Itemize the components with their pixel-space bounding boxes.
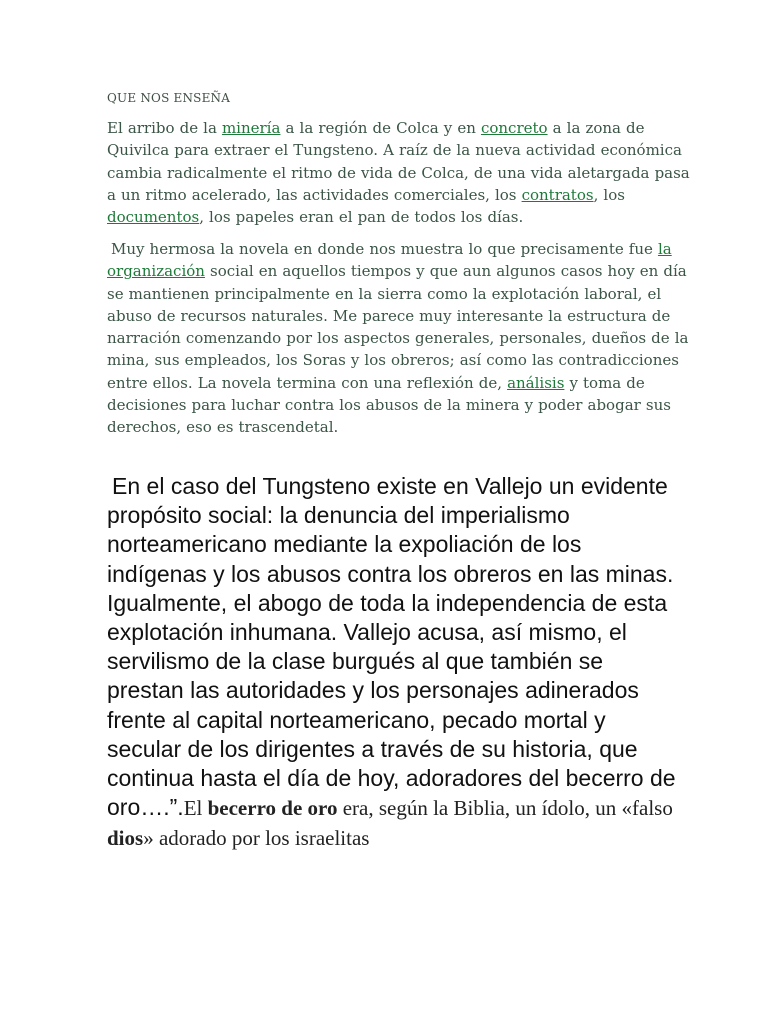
text-fragment: a la región de Colca y en	[280, 119, 481, 137]
paragraph-1	[107, 117, 697, 228]
link-documentos[interactable]: documentos	[107, 208, 200, 227]
serif-excerpt	[107, 796, 673, 850]
link-contratos[interactable]: contratos	[521, 185, 594, 204]
link-la-organizacion[interactable]: la organización	[107, 240, 672, 281]
text-fragment: Muy hermosa la novela en donde nos muestra lo que precisamente fue	[111, 240, 658, 258]
text-fragment: El arribo de la	[107, 119, 222, 137]
link-mineria[interactable]: minería	[221, 119, 281, 137]
link-analisis[interactable]: análisis	[507, 373, 565, 392]
bold-term-dios: dios	[107, 826, 144, 851]
text-fragment: y toma de decisiones para luchar contra los abusos de la minera y poder abogar sus derechos, eso es trascendetal.	[107, 373, 671, 437]
text-fragment: El	[183, 796, 208, 821]
paragraph-3	[107, 472, 677, 854]
text-fragment: » adorado por los israelitas	[143, 826, 370, 851]
section-heading: QUE NOS ENSEÑA	[107, 91, 231, 105]
link-concreto[interactable]: concreto	[480, 119, 548, 137]
paragraph-2	[107, 238, 697, 439]
text-fragment: era, según la Biblia, un ídolo, un «falso	[337, 796, 673, 821]
text-fragment: , los	[593, 185, 625, 204]
text-fragment: , los papeles eran el pan de todos los días.	[199, 208, 524, 227]
text-fragment: a la zona de Quivilca para extraer el Tungsteno. A raíz de la nueva actividad económica cambia radicalmente el ritmo de vida de Colca, de una vida aletargada pasa a un ritmo acelerado, las actividades comerciales, los	[107, 119, 690, 204]
bold-term-becerro: becerro de oro	[207, 796, 338, 821]
text-fragment: En el caso del Tungsteno existe en Vallejo un evidente propósito social: la denuncia del imperialismo norteamericano mediante la expoliación de los indígenas y los abusos contra los obreros en las minas. Igualmente, el abogo de toda la independencia de esta explotación inhumana. Vallejo acusa, así mismo, el servilismo de la clase burgués al que también se prestan las autoridades y los personajes adinerados frente al capital norteamericano, pecado mortal y secular de los dirigentes a través de su historia, que continua hasta el día de hoy, adoradores del becerro de oro….”.	[107, 473, 676, 821]
text-fragment: social en aquellos tiempos y que aun algunos casos hoy en día se mantienen principalmente en la sierra como la explotación laboral, el abuso de recursos naturales. Me parece muy interesante la estructura de narración comenzando por los aspectos generales, personales, dueños de la mina, sus empleados, los Soras y los obreros; así como las contradicciones entre ellos. La novela termina con una reflexión de,	[107, 262, 689, 392]
